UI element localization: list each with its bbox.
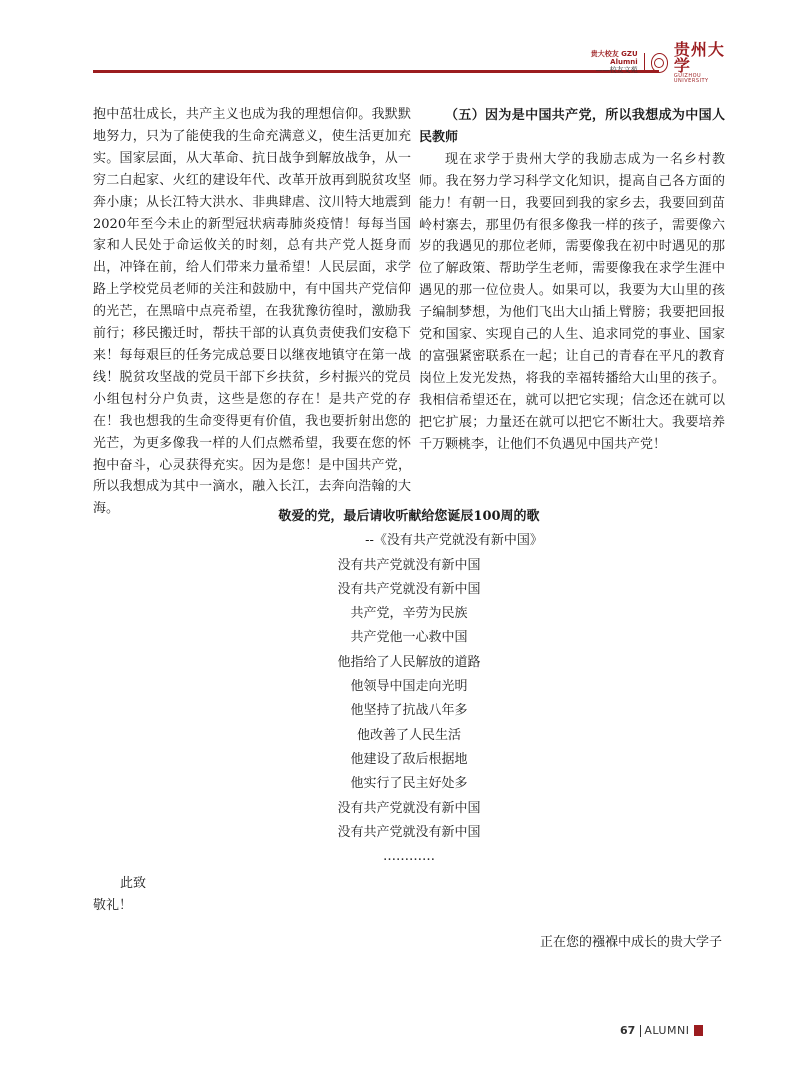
song-line: 没有共产党就没有新中国 <box>337 824 481 840</box>
song-line: 没有共产党就没有新中国 <box>337 581 481 597</box>
alumni-label: 贵大校友 GZU Alumni <box>590 50 638 67</box>
closing-jing-li: 敬礼！ <box>93 898 133 913</box>
magazine-name: ALUMNI <box>644 1024 690 1037</box>
footer-divider <box>640 1025 641 1037</box>
song-line: 没有共产党就没有新中国 <box>337 800 481 816</box>
section-label: ——校友文苑 <box>595 65 638 74</box>
song-line: 他领导中国走向光明 <box>350 679 468 695</box>
page-number: 67 <box>620 1024 636 1037</box>
song-line: 他坚持了抗战八年多 <box>350 703 468 719</box>
song-ellipsis: ………… <box>383 849 435 865</box>
signature: 正在您的襁褓中成长的贵大学子 <box>540 935 723 950</box>
song-dedication: 敬爱的党，最后请收听献给您诞辰100周的歌 <box>278 509 540 524</box>
right-column <box>419 105 725 456</box>
right-paragraph: 现在求学于贵州大学的我励志成为一名乡村教师。我在努力学习科学文化知识，提高自己各方面的能力！有朝一日，我要回到我的家乡去，我要回到苗岭村寨去，那里仍有很多像我一样的孩子，需要像六岁的我遇见的那位老师，需要像我在初中时遇见的那位了解政策、帮助学生老师，需要像我在求学生涯中遇见的那一位位贵人。如果可以，我要为大山里的孩子编制梦想，为他们飞出大山插上臂膀；我要把回报党和国家、实现自己的人生、追求同党的事业、国家的富强紧密联系在一起；让自己的青春在平凡的教育岗位上发光发热，将我的幸福转播给大山里的孩子。我相信希望还在，就可以把它实现；信念还在就可以把它扩展；力量还在就可以把它不断壮大。我要培养千万颗桃李，让他们不负遇见中国共产党！ <box>419 151 725 452</box>
alumni-tag <box>572 51 638 74</box>
university-name-block <box>674 42 732 84</box>
closing-ci-zhi: 此致 <box>120 876 147 891</box>
university-name-en: GUIZHOU UNIVERSITY <box>673 73 709 84</box>
left-paragraph: 抱中茁壮成长，共产主义也成为我的理想信仰。我默默地努力，只为了能使我的生命充满意义，使生活更加充实。国家层面，从大革命、抗日战争到解放战争，从一穷二白起家、火红的建设年代、改革开放再到脱贫攻坚奔小康；从长江特大洪水、非典肆虐、汶川特大地震到2020年至今未止的新型冠状病毒肺炎疫情！每每当国家和人民处于命运攸关的时刻，总有共产党人挺身而出，冲锋在前，给人们带来力量希望！人民层面，求学路上学校党员老师的关注和鼓励中，有中国共产党信仰的光芒，在黑暗中点亮希望，在我犹豫彷徨时，激励我前行；移民搬迁时，帮扶干部的认真负责使我们安稳下来！每每艰巨的任务完成总要日以继夜地镇守在第一战线！脱贫攻坚战的党员干部下乡扶贫，乡村振兴的党员小组包村分户负责，这些是您的存在！是共产党的存在！我也想我的生命变得更有价值，我也要折射出您的光芒，为更多像我一样的人们点燃希望，我要在您的怀抱中奋斗，心灵获得充实。因为是您！是中国共产党，所以我想成为其中一滴水，融入长江，去奔向浩翰的大海。 <box>93 107 411 517</box>
logo-divider <box>644 53 645 73</box>
song-line: 他指给了人民解放的道路 <box>337 654 481 670</box>
footer-accent-block <box>694 1025 703 1036</box>
university-seal-icon <box>651 53 668 73</box>
song-line: 他实行了民主好处多 <box>350 776 468 792</box>
song-line: 共产党他一心救中国 <box>350 630 468 646</box>
song-line: 他改善了人民生活 <box>356 727 461 743</box>
page-footer <box>620 1024 703 1037</box>
song-section <box>93 505 725 869</box>
song-title: --《没有共产党就没有新中国》 <box>365 533 543 549</box>
song-line: 他建设了敌后根据地 <box>350 751 468 767</box>
song-line: 没有共产党就没有新中国 <box>337 557 481 573</box>
song-line: 共产党，辛劳为民族 <box>350 606 468 622</box>
header-logo <box>572 40 732 84</box>
university-name: 贵州大学 <box>673 40 725 75</box>
section-heading: （五）因为是中国共产党，所以我想成为中国人民教师 <box>419 108 725 145</box>
left-column <box>93 104 411 520</box>
